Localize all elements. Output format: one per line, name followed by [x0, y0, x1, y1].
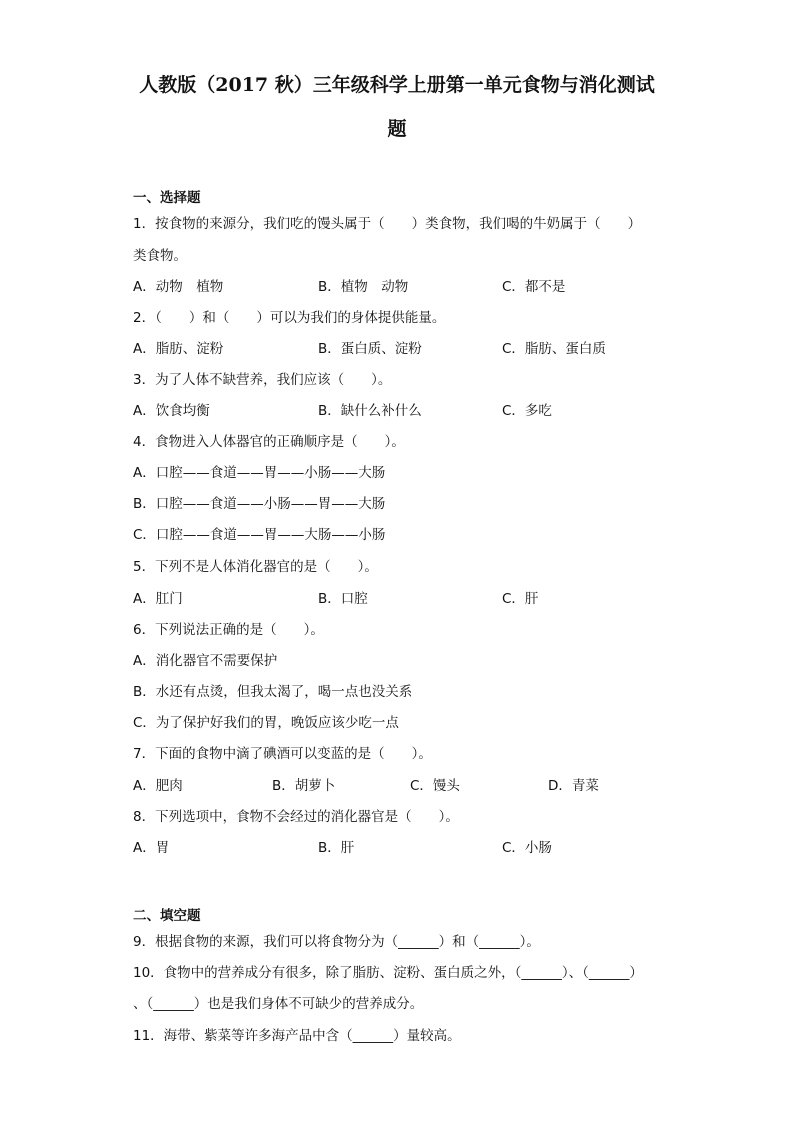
- question-1-option-b: B．植物 动物: [318, 279, 409, 295]
- question-3-option-c: C．多吃: [502, 403, 552, 419]
- question-2-option-c: C．脂肪、蛋白质: [502, 341, 606, 357]
- question-6-stem: 6．下列说法正确的是（ ）。: [133, 622, 324, 638]
- question-8-option-a: A．胃: [133, 840, 170, 856]
- question-7-option-a: A．肥肉: [133, 778, 183, 794]
- question-5-option-c: C．肝: [502, 591, 539, 607]
- question-10-line-1: 10．食物中的营养成分有很多，除了脂肪、淀粉、蛋白质之外，（______）、（______）: [133, 965, 643, 981]
- page-title-line-1: 人教版（2017 秋）三年级科学上册第一单元食物与消化测试: [139, 74, 655, 96]
- question-4-stem: 4．食物进入人体器官的正确顺序是（ ）。: [133, 434, 405, 450]
- question-5-stem: 5．下列不是人体消化器官的是（ ）。: [133, 559, 378, 575]
- question-8-option-b: B．肝: [318, 840, 355, 856]
- question-3-option-b: B．缺什么补什么: [318, 403, 422, 419]
- question-9: 9．根据食物的来源，我们可以将食物分为（______）和（______）。: [133, 934, 540, 950]
- question-7-option-b: B．胡萝卜: [272, 778, 336, 794]
- question-7-option-c: C．馒头: [410, 778, 460, 794]
- question-8-option-c: C．小肠: [502, 840, 552, 856]
- question-8-stem: 8．下列选项中，食物不会经过的消化器官是（ ）。: [133, 809, 459, 825]
- question-7-stem: 7．下面的食物中滴了碘酒可以变蓝的是（ ）。: [133, 746, 432, 762]
- question-3-stem: 3．为了人体不缺营养，我们应该（ ）。: [133, 372, 392, 388]
- question-11: 11．海带、紫菜等许多海产品中含（______）量较高。: [133, 1028, 461, 1044]
- question-5-option-b: B．口腔: [318, 591, 368, 607]
- question-2-option-a: A．脂肪、淀粉: [133, 341, 224, 357]
- question-2-option-b: B．蛋白质、淀粉: [318, 341, 422, 357]
- section-heading-fill-in: 二、填空题: [133, 908, 201, 924]
- question-2-stem: 2．（ ）和（ ）可以为我们的身体提供能量。: [133, 310, 446, 326]
- question-7-option-d: D．青菜: [548, 778, 599, 794]
- question-4-option-a: A．口腔——食道——胃——小肠——大肠: [133, 465, 386, 481]
- page-title-line-2: 题: [387, 118, 407, 140]
- question-1-stem: 1．按食物的来源分，我们吃的馒头属于（ ）类食物，我们喝的牛奶属于（ ）: [133, 216, 642, 232]
- question-1-stem-cont: 类食物。: [133, 248, 187, 264]
- question-1-option-c: C．都不是: [502, 279, 566, 295]
- question-1-option-a: A．动物 植物: [133, 279, 224, 295]
- section-heading-choice: 一、选择题: [133, 190, 201, 206]
- question-4-option-c: C．口腔——食道——胃——大肠——小肠: [133, 527, 386, 543]
- question-6-option-c: C．为了保护好我们的胃，晚饭应该少吃一点: [133, 715, 399, 731]
- question-6-option-b: B．水还有点烫，但我太渴了，喝一点也没关系: [133, 684, 413, 700]
- question-6-option-a: A．消化器官不需要保护: [133, 653, 278, 669]
- question-4-option-b: B．口腔——食道——小肠——胃——大肠: [133, 496, 386, 512]
- question-3-option-a: A．饮食均衡: [133, 403, 210, 419]
- question-5-option-a: A．肛门: [133, 591, 183, 607]
- question-10-line-2: 、（______）也是我们身体不可缺少的营养成分。: [133, 996, 424, 1012]
